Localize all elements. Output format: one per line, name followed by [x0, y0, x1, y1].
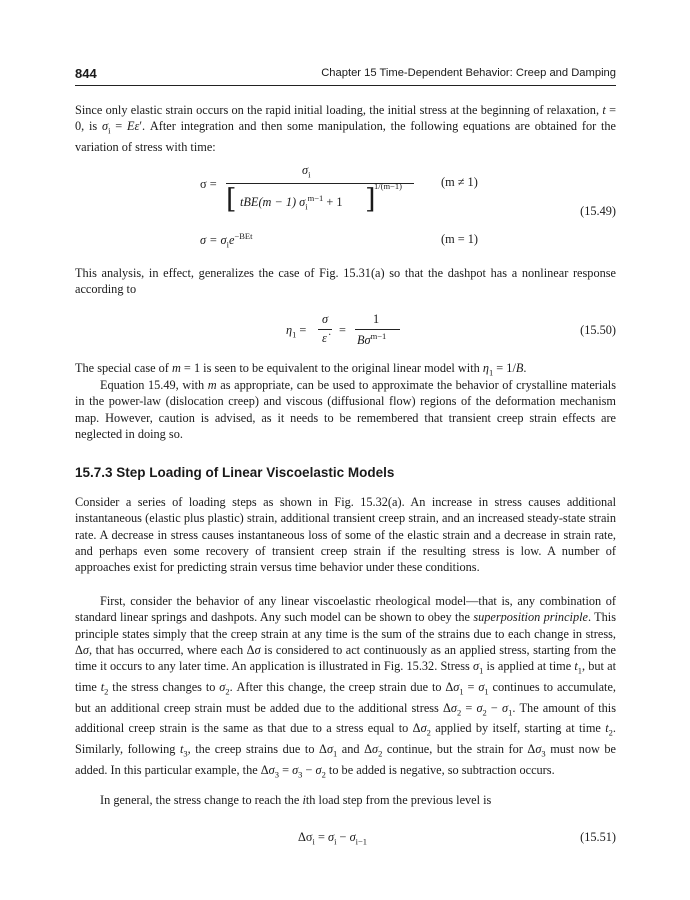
eq-15-49-numerator: $\sigma_i$ [302, 163, 311, 180]
eq-15-50-lhs: $\eta_1$ = [286, 323, 307, 340]
eq-15-49-line2: $\sigma = \sigma_ie^{-BEt}$ [200, 231, 253, 250]
eq-15-49-condition-2: (m = 1) [441, 232, 478, 246]
eq-15-50-frac1-bar [318, 329, 332, 330]
eq-15-50-frac1-den: ε̇ [322, 331, 327, 345]
eq-15-49-condition-1: (m ≠ 1) [441, 175, 478, 189]
right-bracket: ] [365, 184, 376, 215]
eq-15-49-outer-exponent: 1/(m−1) [374, 181, 402, 191]
eq-15-50-frac2-den: $B\sigma^{m-1}$ [357, 331, 387, 348]
paragraph-equation-usage: Equation 15.49, with m as appropriate, can be used to approximate the behavior of crystalline materials in the power-law (dislocation creep) and viscous (diffusional flow) regions of the deformation mechanism map. However, caution is advised, as it needs to be remembered that transient creep strain effects are neglected in doing so. [75, 378, 616, 441]
page-number: 844 [75, 66, 97, 81]
chapter-title: Chapter 15 Time-Dependent Behavior: Creep and Damping [321, 67, 616, 79]
paragraph-relaxation-intro: Since only elastic strain occurs on the rapid initial loading, the initial stress at the beginning of relaxation, t = 0, is $\sigma_i = E\varepsilon'$. After integration and then some manipulation, the following equations are obtained for the variation of stress with time: [75, 103, 617, 155]
paragraph-special-case: The special case of m = 1 is seen to be equivalent to the original linear model with $\eta_1 = 1/B$. [75, 361, 527, 378]
eq-15-50-frac1-num: σ [322, 312, 329, 326]
eq-15-51-expression: $\Delta\sigma_i = \sigma_i - \sigma_{i-1}$ [298, 830, 368, 847]
running-header [75, 66, 616, 84]
left-bracket: [ [226, 184, 237, 215]
paragraph-general-stress-change: In general, the stress change to reach the ith load step from the previous level is [100, 793, 492, 807]
paragraph-dashpot: This analysis, in effect, generalizes the case of Fig. 15.31(a) so that the dashpot has a nonlinear response according to [75, 266, 616, 297]
header-rule [75, 85, 616, 86]
eq-15-51-number: (15.51) [580, 830, 616, 844]
paragraph-step-loading: Consider a series of loading steps as shown in Fig. 15.32(a). An increase in stress causes additional instantaneous (elastic plus plastic) strain, additional transient creep strain, and an increased steady-state strain rate. A decrease in stress causes instantaneous loss of some of the elastic strain and a decrease in strain rate, and perhaps even some recovery of transient creep strain if the resulting stress is low. A number of approaches exist for predicting strain versus time behavior under these conditions. [75, 495, 616, 575]
eq-15-50-number: (15.50) [580, 323, 616, 337]
eq-15-50-equals: = [339, 323, 346, 337]
section-heading: 15.7.3 Step Loading of Linear Viscoelastic Models [75, 465, 395, 480]
eq-15-49-lhs: σ = [200, 177, 217, 191]
eq-15-49-denominator: tBE(m − 1) $\sigma_i^{m-1} + 1$ [240, 193, 343, 212]
eq-15-50-frac2-bar [355, 329, 400, 330]
paragraph-superposition: First, consider the behavior of any linear viscoelastic rheological model—that is, any combination of standard linear springs and dashpots. Any such model can be shown to obey the superposition principle. This principle states simply that the creep strain at any time is the sum of the strains due to each change in stress, Δσ, that has occurred, where each Δσ is considered to act continuously as an applied stress, starting from the time it occurs to any later time. An application is illustrated in Fig. 15.32. Stress $\sigma_1$ is applied at time $t_1$, but at time $t_2$ the stress changes to $\sigma_2$. After this change, the creep strain due to $\Delta\sigma_1 = \sigma_1$ continues to accumulate, but an additional creep strain must be added due to the additional stress $\Delta\sigma_2 = \sigma_2 - \sigma_1$. The amount of this additional creep strain is the same as that due to a stress equal to $\Delta\sigma_2$ applied by itself, starting at time $t_2$. Similarly, following $t_3$, the creep strains due to $\Delta\sigma_1$ and $\Delta\sigma_2$ continue, but the strain for $\Delta\sigma_3$ must now be added. In this particular example, the $\Delta\sigma_3 = \sigma_3 - \sigma_2$ to be added is negative, so subtraction occurs. [75, 594, 617, 780]
eq-15-49-number: (15.49) [580, 204, 616, 218]
eq-15-50-frac2-num: 1 [373, 312, 380, 326]
